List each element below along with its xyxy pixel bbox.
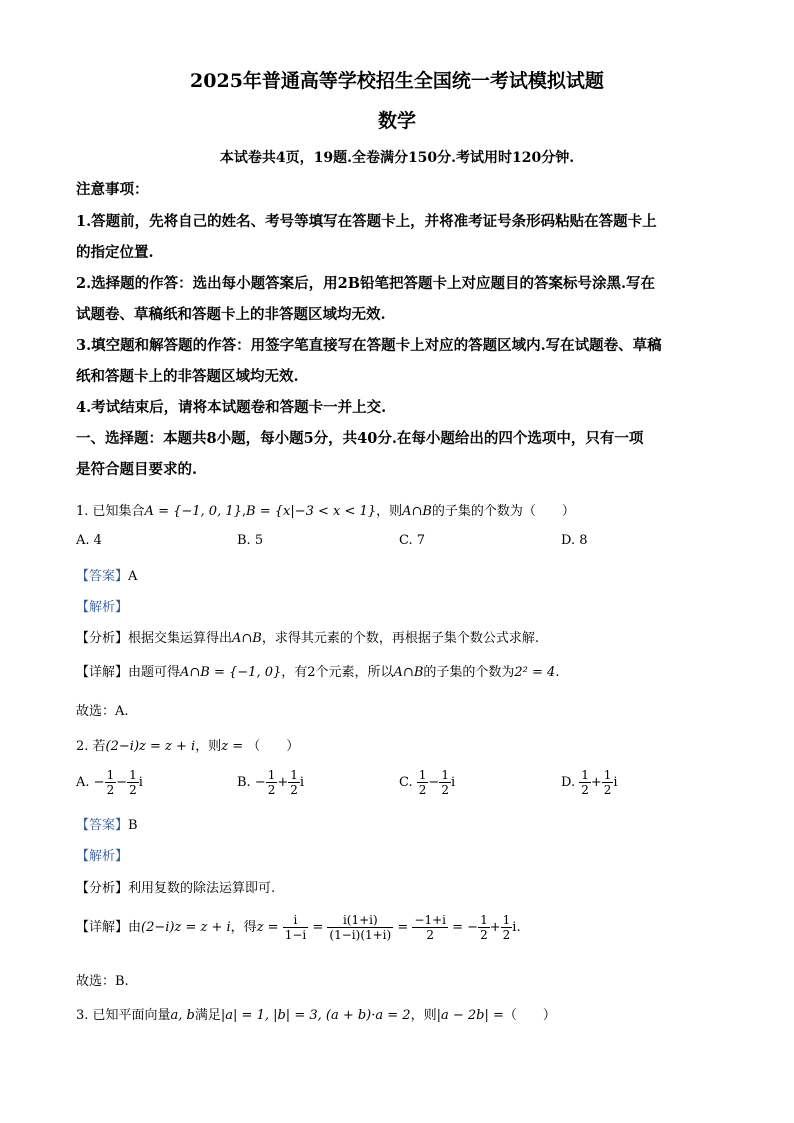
question-1-answer: 【答案】A [76, 569, 138, 584]
note-2-line-1: 2.选择题的作答：选出每小题答案后，用2B铅笔把答题卡上对应题目的答案标号涂黑.写在 [76, 275, 656, 292]
note-1-line-1: 1.答题前，先将自己的姓名、考号等填写在答题卡上，并将准考证号条形码粘贴在答题卡上 [76, 213, 657, 230]
question-2-answer: 【答案】B [76, 818, 138, 833]
note-2-line-2: 试题卷、草稿纸和答题卡上的非答题区域均无效. [76, 306, 386, 323]
question-1-stem: 1. 已知集合A = {−1, 0, 1},B = {x|−3 < x < 1}，则A∩B的子集的个数为（ ） [76, 504, 575, 519]
note-3-line-2: 纸和答题卡上的非答题区域均无效. [76, 368, 299, 385]
question-2-fenxi: 【分析】利用复数的除法运算即可. [76, 881, 276, 896]
question-2-stem: 2. 若(2−i)z = z + i，则z = （ ） [76, 739, 300, 754]
note-4: 4.考试结束后，请将本试题卷和答题卡一并上交. [76, 399, 387, 416]
exam-info: 本试卷共4页，19题.全卷满分150分.考试用时120分钟. [219, 150, 575, 166]
question-2-option-c: C. $\frac{1}{2}$ − $\frac{1}{2}$ i [399, 768, 456, 797]
question-1-analysis-tag: 【解析】 [76, 600, 129, 615]
question-1-choice: 故选：A. [76, 704, 129, 719]
question-2-analysis-tag: 【解析】 [76, 849, 129, 864]
question-2-choice: 故选：B. [76, 974, 129, 989]
question-1-option-a: A. 4 [76, 533, 102, 548]
question-3-stem: 3. 已知平面向量a, b满足|a| = 1, |b| = 3, (a + b)·a = 2，则|a − 2b| =（ ） [76, 1008, 556, 1023]
question-1-fenxi: 【分析】根据交集运算得出A∩B，求得其元素的个数，再根据子集个数公式求解. [76, 631, 540, 646]
section-1-heading-line-2: 是符合题目要求的. [76, 461, 198, 478]
question-2-option-d: D. $\frac{1}{2}$ + $\frac{1}{2}$ i [561, 768, 618, 797]
question-2-option-b: B. − $\frac{1}{2}$ + $\frac{1}{2}$ i [237, 768, 305, 797]
question-1-option-d: D. 8 [561, 533, 588, 548]
note-1-line-2: 的指定位置. [76, 244, 154, 261]
question-1-option-b: B. 5 [237, 533, 264, 548]
exam-title: 2025年普通高等学校招生全国统一考试模拟试题 [190, 70, 604, 92]
section-1-heading-line-1: 一、选择题：本题共8小题，每小题5分，共40分.在每小题给出的四个选项中，只有一项 [76, 430, 644, 447]
exam-subject: 数学 [377, 110, 416, 132]
question-2-option-a: A. − $\frac{1}{2}$ − $\frac{1}{2}$ i [76, 768, 143, 797]
notes-heading: 注意事项： [76, 181, 149, 198]
question-1-detail: 【详解】由题可得A∩B = {−1, 0}，有2个元素，所以A∩B的子集的个数为2² = 4. [76, 665, 560, 680]
note-3-line-1: 3.填空题和解答题的作答：用签字笔直接写在答题卡上对应的答题区域内.写在试题卷、草稿 [76, 337, 662, 354]
question-2-detail: 【详解】由(2−i)z = z + i，得z = $\frac{i}{1-i}$ = $\frac{i(1+i)}{(1-i)(1+i)}$ = $\frac{-1+i}{2}$ = − $\frac{1}{2}$ + $\frac{1}{2}$ i. [76, 913, 521, 942]
question-1-option-c: C. 7 [399, 533, 426, 548]
